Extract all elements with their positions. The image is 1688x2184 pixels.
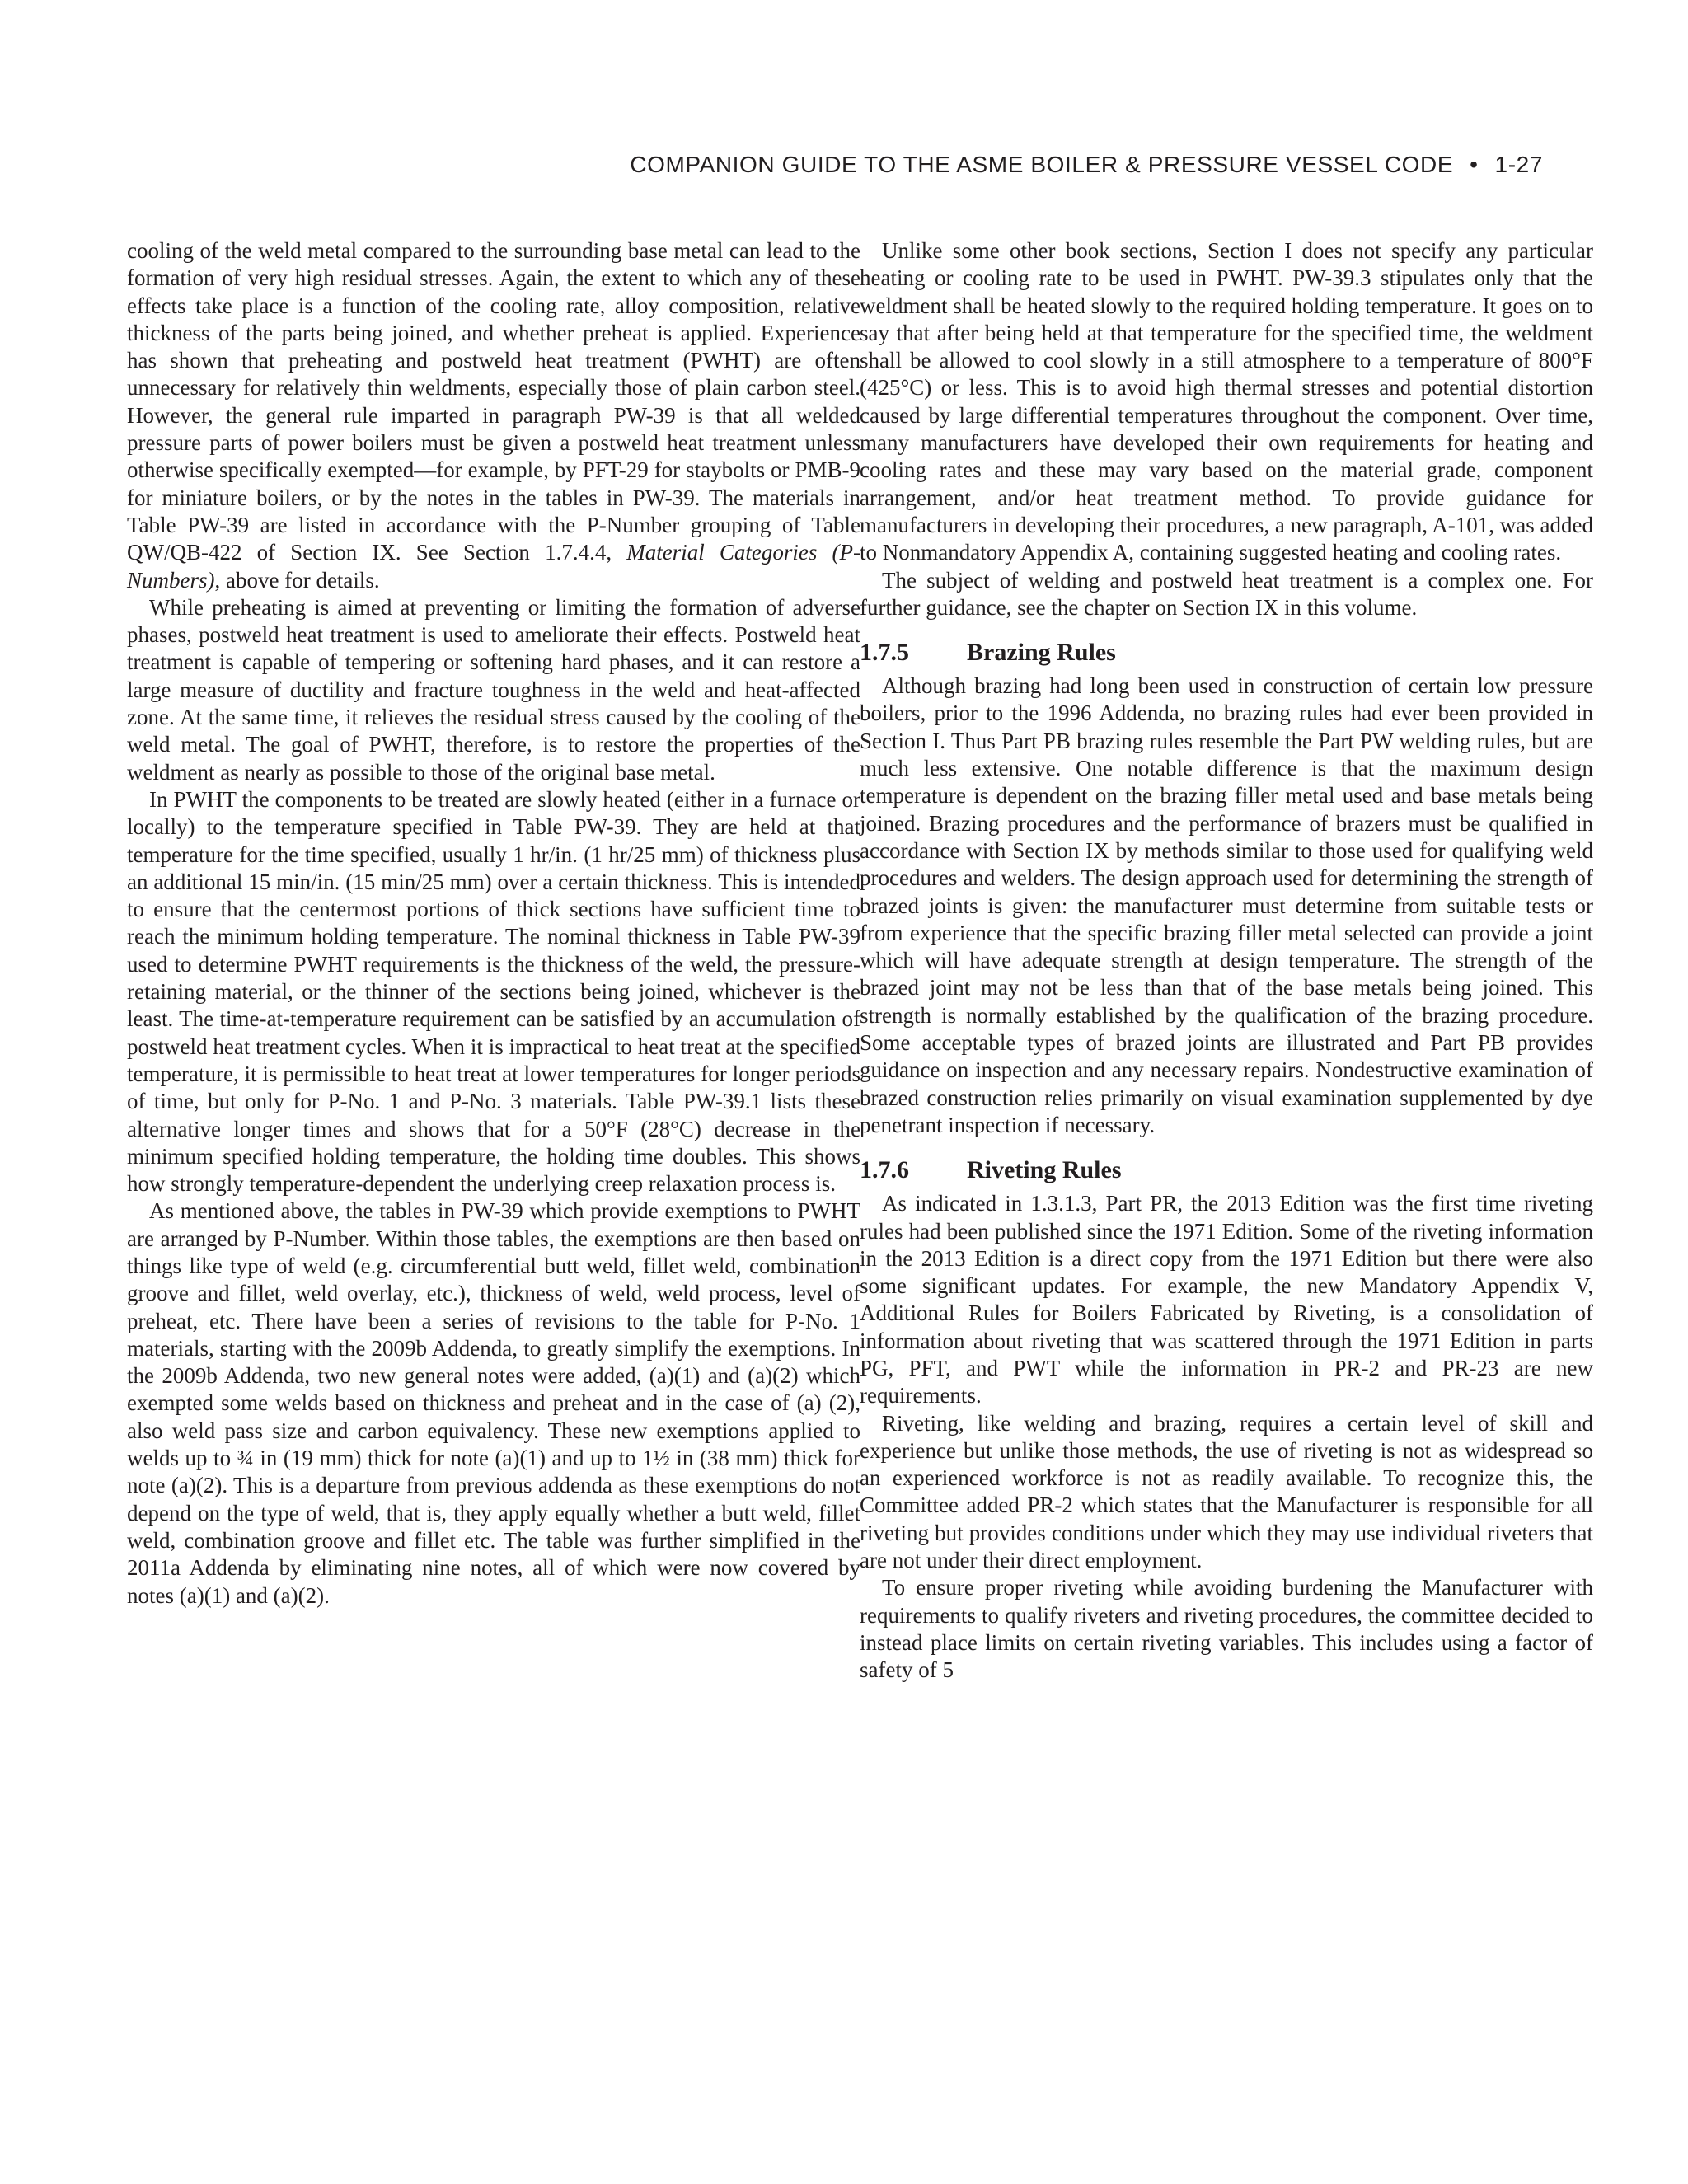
right-paragraph-2: The subject of welding and postweld heat treatment is a complex one. For further guidance, see the chapter on Section IX in this volume.	[860, 567, 1593, 620]
page-number: 1-27	[1494, 152, 1543, 177]
section-title-riveting: Riveting Rules	[967, 1156, 1122, 1184]
section-heading-riveting	[860, 1155, 1593, 1185]
left-paragraph-1	[127, 237, 860, 594]
left-p1-text: cooling of the weld metal compared to the surrounding base metal can lead to the formation of very high residual stresses. Again, the extent to which any of these effects take place is a function of the cooling rate, alloy composition, relative thickness of the parts being joined, and whether preheat is applied. Experience has shown that preheating and postweld heat treatment (PWHT) are often unnecessary for relatively thin weldments, especially those of plain carbon steel. However, the general rule imparted in paragraph PW-39 is that all welded pressure parts of power boilers must be given a postweld heat treatment unless otherwise specifically exempted—for example, by PFT-29 for staybolts or PMB-9 for miniature boilers, or by the notes in the tables in PW-39. The materials in Table PW-39 are listed in accordance with the P-Number grouping of Table QW/QB-422 of Section IX. See Section 1.7.4.4,	[127, 238, 860, 565]
riveting-paragraph-1: As indicated in 1.3.1.3, Part PR, the 2013 Edition was the first time riveting rules had been published since the 1971 Edition. Some of the riveting information in the 2013 Edition is a direct copy from the 1971 Edition but there were also some significant updates. For example, the new Mandatory Appendix V, Additional Rules for Boilers Fabricated by Riveting, is a consolidation of information about riveting that was scattered through the 1971 Edition in parts PG, PFT, and PWT while the information in PR-2 and PR-23 are new requirements.	[860, 1191, 1593, 1408]
running-header	[630, 152, 1543, 178]
section-number-brazing: 1.7.5	[860, 639, 909, 667]
riveting-paragraph-3: To ensure proper riveting while avoiding burdening the Manufacturer with requirements to qualify riveters and riveting procedures, the committee decided to instead place limits on certain riveting variables. This includes using a factor of safety of 5	[860, 1575, 1593, 1683]
header-bullet: •	[1470, 152, 1479, 177]
brazing-paragraph-1: Although brazing had long been used in construction of certain low pressure boilers, prior to the 1996 Addenda, no brazing rules had ever been provided in Section I. Thus Part PB brazing rules resemble the Part PW welding rules, but are much less extensive. One notable difference is that the maximum design temperature is dependent on the brazing filler metal used and base metals being joined. Brazing procedures and the performance of brazers must be qualified in accordance with Section IX by methods similar to those used for qualifying weld procedures and welders. The design approach used for determining the strength of brazed joints is given: the manufacturer must determine from suitable tests or from experience that the specific brazing filler metal selected can provide a joint which will have adequate strength at design temperature. The strength of the brazed joint may not be less than that of the base metals being joined. This strength is normally established by the qualification of the brazing procedure. Some acceptable types of brazed joints are illustrated and Part PB provides guidance on inspection and any necessary repairs. Nondestructive examination of brazed construction relies primarily on visual examination supplemented by dye penetrant inspection if necessary.	[860, 673, 1593, 1137]
section-number-riveting: 1.7.6	[860, 1156, 909, 1184]
left-paragraph-2: While preheating is aimed at preventing or limiting the formation of adverse phases, postweld heat treatment is used to ameliorate their effects. Postweld heat treatment is capable of tempering or softening hard phases, and it can restore a large measure of ductility and fracture toughness in the weld and heat-affected zone. At the same time, it relieves the residual stress caused by the cooling of the weld metal. The goal of PWHT, therefore, is to restore the properties of the weldment as nearly as possible to those of the original base metal.	[127, 594, 860, 785]
left-paragraph-3: In PWHT the components to be treated are slowly heated (either in a furnace or locally) to the temperature specified in Table PW-39. They are held at that temperature for the time specified, usually 1 hr/in. (1 hr/25 mm) of thickness plus an additional 15 min/in. (15 min/25 mm) over a certain thickness. This is intended to ensure that the centermost portions of thick sections have sufficient time to reach the minimum holding temperature. The nominal thickness in Table PW-39 used to determine PWHT requirements is the thickness of the weld, the pressure-retaining material, or the thinner of the sections being joined, whichever is the least. The time-at-temperature requirement can be satisfied by an accumulation of postweld heat treatment cycles. When it is impractical to heat treat at the specified temperature, it is permissible to heat treat at lower temperatures for longer periods of time, but only for P-No. 1 and P-No. 3 materials. Table PW-39.1 lists these alternative longer times and shows that for a 50°F (28°C) decrease in the minimum specified holding temperature, the holding time doubles. This shows how strongly temperature-dependent the underlying creep relaxation process is.	[127, 786, 860, 1197]
riveting-paragraph-2: Riveting, like welding and brazing, requires a certain level of skill and experience but unlike those methods, the use of riveting is not as widespread so an experienced workforce is not as readily available. To recognize this, the Committee added PR-2 which states that the Manufacturer is responsible for all riveting but provides conditions under which they may use individual riveters that are not under their direct employment.	[860, 1410, 1593, 1573]
left-column	[127, 237, 860, 1610]
section-heading-brazing	[860, 638, 1593, 668]
left-paragraph-4: As mentioned above, the tables in PW-39 which provide exemptions to PWHT are arranged by P-Number. Within those tables, the exemptions are then based on things like type of weld (e.g. circumferential butt weld, fillet weld, combination groove and fillet, weld overlay, etc.), thickness of weld, weld process, level of preheat, etc. There have been a series of revisions to the table for P-No. 1 materials, starting with the 2009b Addenda, to greatly simplify the exemptions. In the 2009b Addenda, two new general notes were added, (a)(1) and (a)(2) which exempted some welds based on thickness and preheat and in the case of (a) (2), also weld pass size and carbon equivalency. These new exemptions applied to welds up to ¾ in (19 mm) thick for note (a)(1) and up to 1½ in (38 mm) thick for note (a)(2). This is a departure from previous addenda as these exemptions do not depend on the type of weld, that is, they apply equally whether a butt weld, fillet weld, combination groove and fillet etc. The table was further simplified in the 2011a Addenda by eliminating nine notes, all of which were now covered by notes (a)(1) and (a)(2).	[127, 1198, 860, 1608]
section-title-brazing: Brazing Rules	[967, 639, 1116, 667]
left-p1-text-end: , above for details.	[214, 567, 380, 593]
right-paragraph-1: Unlike some other book sections, Section I does not specify any particular heating or cooling rate to be used in PWHT. PW-39.3 stipulates only that the weldment shall be heated slowly to the required holding temperature. It goes on to say that after being held at that temperature for the specified time, the weldment shall be allowed to cool slowly in a still atmosphere to a temperature of 800°F (425°C) or less. This is to avoid high thermal stresses and potential distortion caused by large differential temperatures throughout the component. Over time, many manufacturers have developed their own requirements for heating and cooling rates and these may vary based on the material grade, component arrangement, and/or heat treatment method. To provide guidance for manufacturers in developing their procedures, a new paragraph, A-101, was added to Nonmandatory Appendix A, containing suggested heating and cooling rates.	[860, 238, 1593, 565]
right-column	[860, 237, 1593, 1685]
running-header-title: COMPANION GUIDE TO THE ASME BOILER & PRESSURE VESSEL CODE	[630, 152, 1454, 177]
left-p1-italic-reference: Material Categories (P-Numbers)	[127, 540, 860, 593]
